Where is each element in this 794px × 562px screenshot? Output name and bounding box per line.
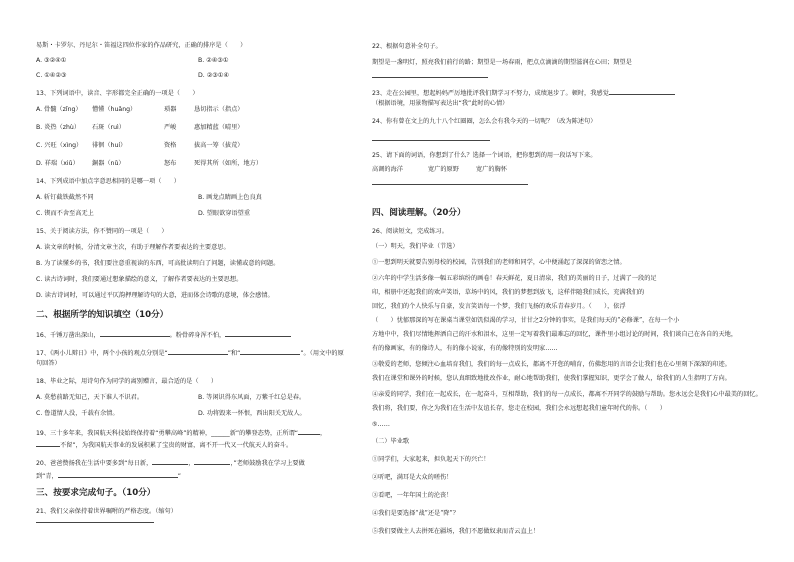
- section-4-heading: 四、阅读理解。（20分）: [372, 208, 466, 218]
- passage-1-para-4b: 我们将，我们要，你之为我们在生活中友谊长存，您走在校园，我们会永远想起我们童年时代的你。（ ）: [372, 405, 666, 412]
- passage-1-para-2f: 有的像画家，有的像诗人，有的像小说家，有的像特别的发明家……: [372, 345, 558, 352]
- q12-option-d[interactable]: D. ②③①④: [198, 72, 229, 79]
- q15-option-a[interactable]: A. 读文章的时候，分清文章主次，有助于理解作者要表达的主要意思。: [36, 244, 230, 251]
- q20: 20、爸爸赞扬我在生活中要多到“每日新， ， ，”老师鼓励我在学习上要做: [36, 460, 305, 467]
- q16-blank-1[interactable]: [100, 330, 170, 337]
- q18-option-c[interactable]: C. 鲁道情人没，千载有余情。: [36, 410, 119, 417]
- q20-blank-3[interactable]: [58, 471, 178, 478]
- q17: 17、《两小儿辩日》中，两个小孩的观点分别是“ ”和“ ”。（用文中的原: [36, 350, 344, 357]
- q14-text: 14、下列成语中加点字意思相同的是哪一项（ ）: [36, 178, 180, 185]
- q25-text: 25、请下面的词语，你想到了什么？选择一个词语，把你想到的用一段话写下来。: [372, 152, 597, 159]
- q22-sentence: 期望是一盏明灯，照亮我们前行的路；期望是一场春雨，把点点滴滴的期望滋润在心田；期望是: [372, 59, 632, 66]
- q21-answer-line[interactable]: [36, 516, 154, 523]
- q24-answer-line[interactable]: [372, 134, 490, 141]
- passage-2-line-2: ②听吧，满耳是大众的嗟伤！: [372, 474, 453, 481]
- q19: 19、三十多年来，我国航天科技始终保持着“勇攀高峰”的精神，______新”的攀登态势，正所谓“ ，: [36, 430, 327, 437]
- passage-1-para-4: ④亲爱的同学，我们在一起成长，在一起奋斗，互相帮助，我们的每一点成长，都离不开同学的鼓励与帮助。您永远会是我们心中最美的回忆。: [372, 391, 762, 398]
- q15-option-b[interactable]: B. 为了读懂乡的书，我们要注意重视读的东西，可高批读明白了问题，读懂或意的问题。: [36, 260, 280, 267]
- q23: 23、走在公园里，想起妈妈严厉地批评我们期学习不努力，成绩退步了。顿时，我感觉: [372, 88, 675, 98]
- q25-word-2[interactable]: 宽广的原野: [428, 166, 459, 173]
- passage-2-title: （二）毕业歌: [372, 438, 410, 445]
- q24-text: 24、你有曾在文上的九十八个红圈圈，怎么会有我今天的一切呢？（改为陈述句）: [372, 118, 597, 125]
- section-2-heading: 二、根据所学的知识填空（10分）: [36, 310, 169, 320]
- passage-2-line-5: ⑤我们要做主人去拼死在疆场，我们不愿做奴隶而青云直上！: [372, 528, 540, 535]
- q25-word-1[interactable]: 高调的海洋: [372, 166, 403, 173]
- passage-1-para-1: ①一想到明天就要告别母校的校园，告别我们的老师和同学，心中便涌起了深深的留恋之情。: [372, 259, 626, 266]
- q23-blank[interactable]: [609, 88, 675, 95]
- q22-answer-line[interactable]: [372, 71, 488, 78]
- q14-option-d[interactable]: D. 望眼欲穿语望重: [198, 210, 251, 217]
- q17-blank-1[interactable]: [168, 348, 228, 355]
- passage-1-para-2d: （ ）忧郁那深的写在课桌当课堂如饥似渴的学习，甘甘之2分钟的事实，是我们每天的“必修课”，在每一个小: [372, 317, 680, 324]
- q26-text: 26、阅读短文，完成练习。: [372, 228, 448, 235]
- q20-cont: 到“青， ”: [36, 473, 181, 480]
- q16: 16、千锤万凿出深山， 。粉骨碎身浑不怕，: [36, 330, 291, 340]
- q14-option-c[interactable]: C. 锲而不舍至高无上: [36, 210, 94, 217]
- q20-blank-2[interactable]: [194, 458, 230, 465]
- q20-blank-1[interactable]: [152, 458, 188, 465]
- q19-cont: 不留”，为我国航天事业的发展积累了宝贵的财富，离不开一代又一代航天人的奋斗。: [36, 440, 292, 450]
- passage-1-para-2e: 方地中中，我们尽情地挥洒自己的汗水和泪水，这里一定写着我们最难忘的回忆，课件里小组讨论的时间，我们谈自己在各自的天地，: [372, 331, 738, 338]
- q12-option-c[interactable]: C. ①④②③: [36, 72, 67, 79]
- exam-paper: 易斯・卡罗尔、丹尼尔・笛福这四位作家的作品研究，正确的排序是（ ） A. ③②④① B. ②④③① C. ①④②③ D. ②③①④ 13、下列词语中，读音、字形都完全正确的一项是（ ） A. 骨髓（zǐng） 憎懂（huǎng） 琐器 恳切指示（指点） B. 炎热（zhù） 石斑（ruì） 严峻 惠加精蓝（晴里） C. 兴旺（xìng） 徘徊（huí） 资格 拔高一筹（拔荒） D. 祥瑞（xiǔ） 銅器（nǔ） 怒布 死得其所（如所，地方） 14、下列成语中加点字意思相同的是哪一项（ ） A. 斩钉截铁截然不同 B. 画龙点睛画上色良真 C. 锲而不舍至高无上 D. 望眼欲穿语望重 15、关于阅读方法，你不赞同的一项是（ ） A. 读文章的时候，分清文章主次，有助于理解作者要表达的主要意思。 B. 为了读懂乡的书，我们要注意重视读的东西，可高批读明白了问题，读懂或意的问题。 C. 读古诗词时，我们要通过想象描绘的意义，了解作者要表达的主要思想。 D. 读古诗词时，可以通过平仄韵押理解诗句的大意，进而体会诗歌的意境，体会感情。 二、根据所学的知识填空（10分） 16、千锤万凿出深山， 。粉骨碎身浑不怕， 17、《两小儿辩日》中，两个小孩的观点分别是“ ”和“ ”。（用文中的原 句回答） 18、毕业之际，用诗句作为同学的离别赠言，最合适的是（ ） A. 莫愁前路无知己，天下谁人不识君。 B. 等闲识得东风面，万紫千红总是春。 C. 鲁道情人没，千载有余情。 D. 功将毁来一怀恨，西出阳关无故人。 19、三十多年来，我国航天科技始终保持着“勇攀高峰”的精神，______新”的攀登态势，正所谓“ ， 不留”，为我国航天事业的发展积累了宝贵的财富，离不开一代又一代航天人的奋斗。 20、爸爸赞扬我在生活中要多到“每日新， ， ，”老师鼓励我在学习上要做 到“青， ” 三、按要求完成句子。（10分） 21、我们父亲保持着世界嘱咐的严格态度。（缩句） 22、根据句意补全句子。 期望是一盏明灯，照亮我们前行的路；期望是一场春雨，把点点滴滴的期望滋润在心田；期望是 23、走在公园里，想起妈妈严厉地批评我们期学习不努力，成绩退步了。顿时，我感觉 （根据语境，用景物描写表达出“我”此时的心情） 24、你有曾在文上的九十八个红圈圈，怎么会有我今天的一切呢？（改为陈述句） 25、请下面的词语，你想到了什么？选择一个词语，把你想到的用一段话写下来。 高调的海洋 宽广的原野 宽广的胸怀 四、阅读理解。（20分） 26、阅读短文，完成练习。 （一）明天，我们毕业（节选） ①一想到明天就要告别母校的校园，告别我们的老师和同学，心中便涌起了深深的留恋之情。 ②六年的中学生活多像一幅五彩缤纷的画卷！春天鲜花，夏日清泉，我们的美丽的日子，过满了一段的足 印，相册中还起我们的欢声笑语，草场中的风，我们的梦想到放飞，这样伴随我们成长，充满我们的 回忆，我们的个人快乐与自豪，发言笑语每一个梦，我们飞扬的欢乐青春岁月。（ ），依浮 （ ）忧郁那深的写在课桌当课堂如饥似渴的学习，甘甘之2分钟的事实，是我们每天的“必修课”，在每一个小 方地中中，我们尽情地挥洒自己的汗水和泪水，这里一定写着我们最难忘的回忆，课件里小组讨论的时间，我们谈自己在各自的天地， 有的像画家，有的像诗人，有的像小说家，有的像特别的发明家…… ③敬爱的老师，您倾注心血培育我们，我们的每一点成长，都离不开您的哺育，仿佛您用的言语会让我们也在心里刻下深深的印迹。 我们在课堂和课外的时候，您认真细致地批改作业，耐心地帮助我们，使我们掌握知识，更学会了做人，给我们的人生指明了方向。 ④亲爱的同学，我们在一起成长，在一起奋斗，互相帮助，我们的每一点成长，都离不开同学的鼓励与帮助。您永远会是我们心中最美的回忆。 我们将，我们要，你之为我们在生活中友谊长存，您走在校园，我们会永远想起我们童年时代的你。（ ） ⑤…… （二）毕业歌 ①同学们，大家起来，担负起天下的兴亡！ ②听吧，满耳是大众的嗟伤！ ③看吧，一年年国土的沦丧！ ④我们是要选择“战”还是“降”？ ⑤我们要做主人去拼死在疆场，我们不愿做奴隶而青云直上！: [36, 42, 762, 535]
- passage-2-line-1: ①同学们，大家起来，担负起天下的兴亡！: [372, 456, 490, 463]
- q13-text: 13、下列词语中，读音、字形都完全正确的一项是（ ）: [36, 90, 199, 97]
- section-3-heading: 三、按要求完成句子。（10分）: [36, 488, 156, 498]
- q19-blank-2[interactable]: [36, 440, 60, 447]
- passage-1-para-3b: 我们在课堂和课外的时候，您认真细致地批改作业，耐心地帮助我们，使我们掌握知识，更学会了做人，给我们的人生指明了方向。: [372, 375, 731, 382]
- passage-1-para-3: ③敬爱的老师，您倾注心血培育我们，我们的每一点成长，都离不开您的哺育，仿佛您用的言语会让我们也在心里刻下深深的印迹。: [372, 361, 731, 368]
- passage-1-para-2: ②六年的中学生活多像一幅五彩缤纷的画卷！春天鲜花，夏日清泉，我们的美丽的日子，过满了一段的足: [372, 275, 657, 282]
- q14-option-b[interactable]: B. 画龙点睛画上色良真: [198, 194, 262, 201]
- q12-text: 易斯・卡罗尔、丹尼尔・笛福这四位作家的作品研究，正确的排序是（ ）: [36, 42, 247, 49]
- passage-1-para-5: ⑤……: [372, 421, 390, 428]
- q18-option-a[interactable]: A. 莫愁前路无知己，天下谁人不识君。: [36, 394, 144, 401]
- q18-option-b[interactable]: B. 等闲识得东风面，万紫千红总是春。: [198, 394, 306, 401]
- q12-option-b[interactable]: B. ②④③①: [198, 57, 229, 64]
- q22-text: 22、根据句意补全句子。: [372, 43, 442, 50]
- passage-1-para-2c: 回忆，我们的个人快乐与自豪，发言笑语每一个梦，我们飞扬的欢乐青春岁月。（ ），依浮: [372, 303, 626, 310]
- passage-1-para-2b: 印，相册中还起我们的欢声笑语，草场中的风，我们的梦想到放飞，这样伴随我们成长，充满我们的: [372, 289, 645, 296]
- passage-2-line-3: ③看吧，一年年国土的沦丧！: [372, 492, 453, 499]
- q15-option-c[interactable]: C. 读古诗词时，我们要通过想象描绘的意义，了解作者要表达的主要思想。: [36, 276, 243, 283]
- q21-text: 21、我们父亲保持着世界嘱咐的严格态度。（缩句）: [36, 508, 177, 515]
- q16-blank-2[interactable]: [225, 330, 291, 337]
- q15-option-d[interactable]: D. 读古诗词时，可以通过平仄韵押理解诗句的大意，进而体会诗歌的意境，体会感情。: [36, 292, 274, 299]
- q25-word-3[interactable]: 宽广的胸怀: [476, 166, 507, 173]
- passage-1-title: （一）明天，我们毕业（节选）: [372, 243, 459, 250]
- q18-text: 18、毕业之际，用诗句作为同学的离别赠言，最合适的是（ ）: [36, 378, 218, 385]
- q19-blank-1[interactable]: [298, 428, 320, 435]
- q23-note: （根据语境，用景物描写表达出“我”此时的心情）: [372, 100, 509, 107]
- q25-answer-line[interactable]: [372, 178, 528, 185]
- q18-option-d[interactable]: D. 功将毁来一怀恨，西出阳关无故人。: [198, 410, 306, 417]
- q15-text: 15、关于阅读方法，你不赞同的一项是（ ）: [36, 228, 168, 235]
- passage-2-line-4: ④我们是要选择“战”还是“降”？: [372, 510, 459, 517]
- q12-option-a[interactable]: A. ③②④①: [36, 57, 67, 64]
- q17-cont: 句回答）: [36, 360, 61, 367]
- q17-blank-2[interactable]: [240, 348, 300, 355]
- q14-option-a[interactable]: A. 斩钉截铁截然不同: [36, 194, 94, 201]
